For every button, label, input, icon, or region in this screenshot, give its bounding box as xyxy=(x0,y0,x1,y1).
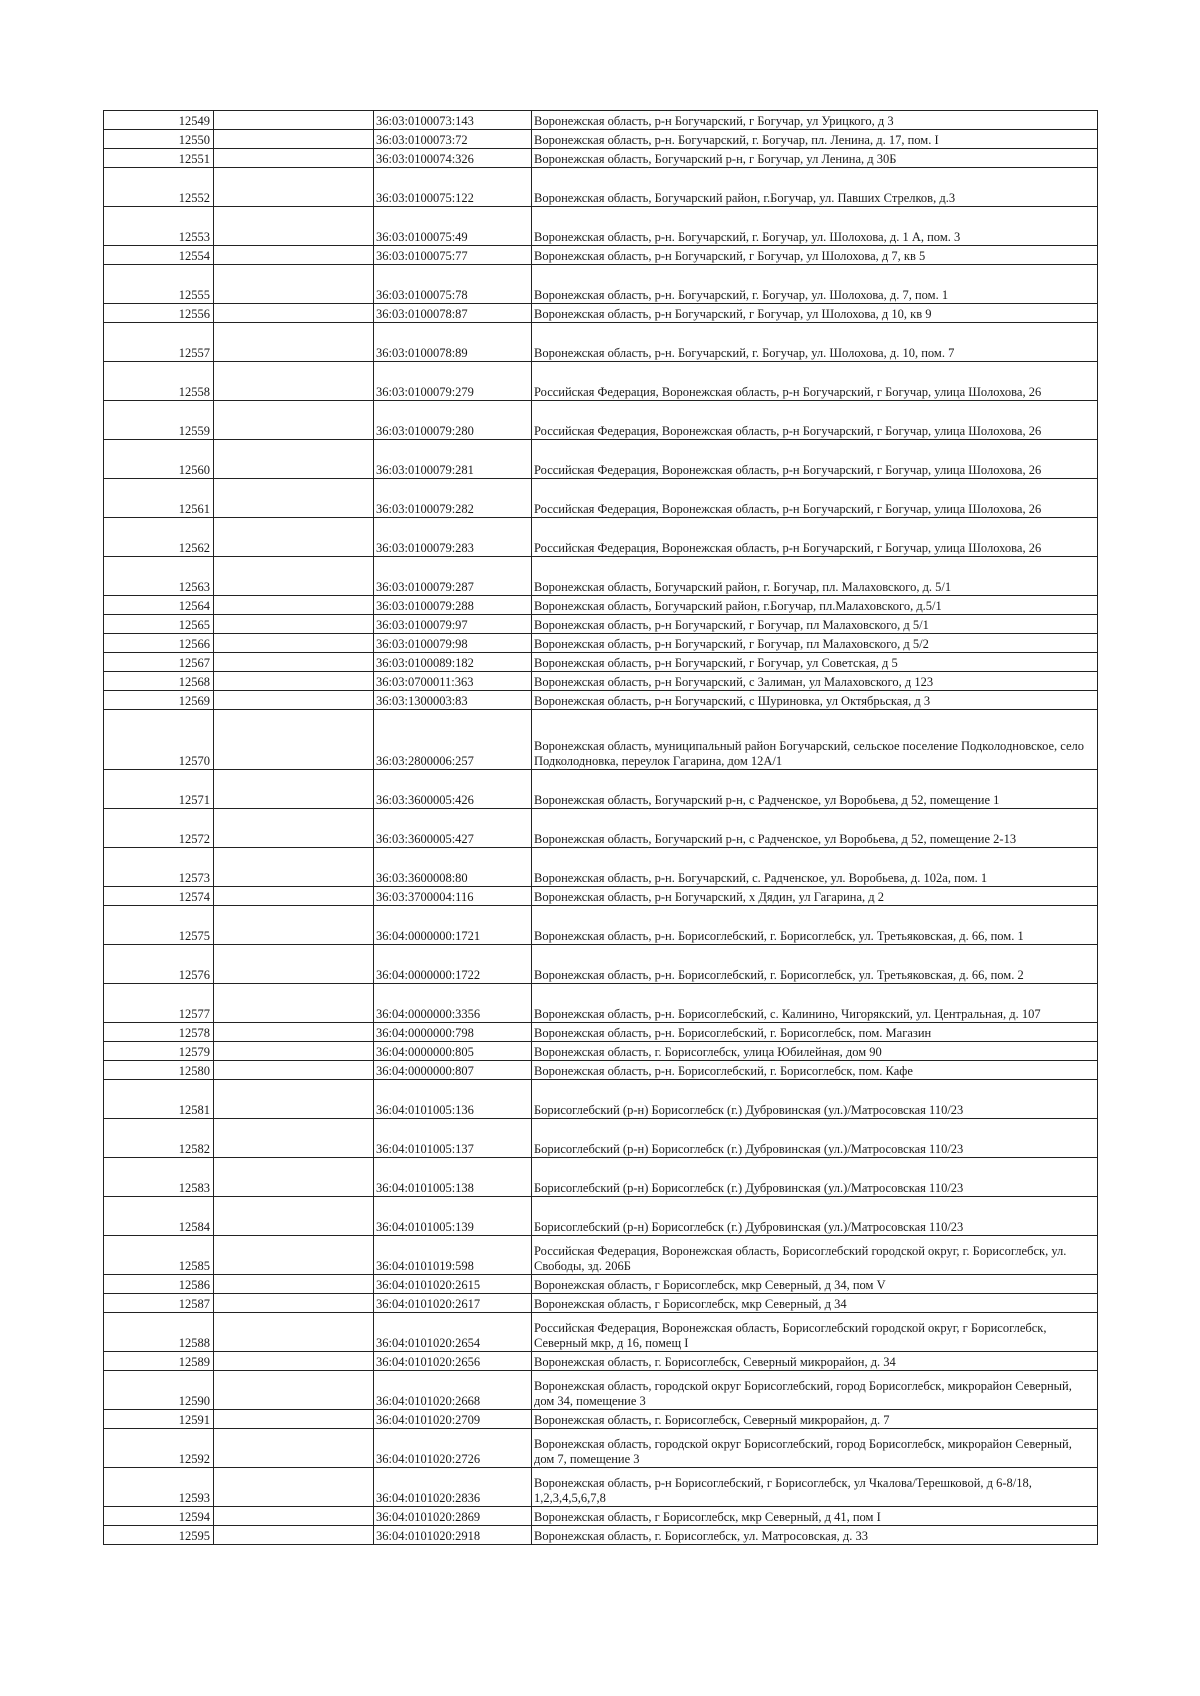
address-cell: Борисоглебский (р-н) Борисоглебск (г.) Дубровинская (ул.)/Матросовская 110/23 xyxy=(532,1080,1098,1119)
empty-cell xyxy=(214,1023,374,1042)
cadastral-number-cell: 36:03:0100075:49 xyxy=(374,207,532,246)
row-number-cell: 12575 xyxy=(104,906,214,945)
address-cell: Воронежская область, р-н Богучарский, г Богучар, пл Малаховского, д 5/2 xyxy=(532,634,1098,653)
cadastral-number-cell: 36:03:0100079:281 xyxy=(374,440,532,479)
table-row xyxy=(104,246,1098,265)
empty-cell xyxy=(214,809,374,848)
table-row xyxy=(104,1158,1098,1197)
address-cell: Борисоглебский (р-н) Борисоглебск (г.) Дубровинская (ул.)/Матросовская 110/23 xyxy=(532,1197,1098,1236)
empty-cell xyxy=(214,557,374,596)
row-number-cell: 12570 xyxy=(104,710,214,770)
row-number-cell: 12581 xyxy=(104,1080,214,1119)
empty-cell xyxy=(214,1294,374,1313)
row-number-cell: 12565 xyxy=(104,615,214,634)
empty-cell xyxy=(214,246,374,265)
row-number-cell: 12579 xyxy=(104,1042,214,1061)
table-row xyxy=(104,1507,1098,1526)
row-number-cell: 12574 xyxy=(104,887,214,906)
row-number-cell: 12562 xyxy=(104,518,214,557)
address-cell: Воронежская область, г. Борисоглебск, улица Юбилейная, дом 90 xyxy=(532,1042,1098,1061)
table-row xyxy=(104,945,1098,984)
address-cell: Российская Федерация, Воронежская область, Борисоглебский городской округ, г. Борисоглебск, ул. Свободы, зд. 206Б xyxy=(532,1236,1098,1275)
address-cell: Воронежская область, Богучарский р-н, с Радченское, ул Воробьева, д 52, помещение 2-13 xyxy=(532,809,1098,848)
table-row xyxy=(104,557,1098,596)
address-cell: Воронежская область, муниципальный район Богучарский, сельское поселение Подколодновское, село Подколодновка, переулок Гагарина, дом 12А/1 xyxy=(532,710,1098,770)
empty-cell xyxy=(214,1371,374,1410)
empty-cell xyxy=(214,323,374,362)
row-number-cell: 12573 xyxy=(104,848,214,887)
row-number-cell: 12584 xyxy=(104,1197,214,1236)
cadastral-number-cell: 36:03:0700011:363 xyxy=(374,672,532,691)
cadastral-number-cell: 36:03:0100075:77 xyxy=(374,246,532,265)
row-number-cell: 12582 xyxy=(104,1119,214,1158)
table-row xyxy=(104,1061,1098,1080)
row-number-cell: 12566 xyxy=(104,634,214,653)
empty-cell xyxy=(214,634,374,653)
table-row xyxy=(104,207,1098,246)
table-row xyxy=(104,1023,1098,1042)
empty-cell xyxy=(214,1352,374,1371)
address-cell: Российская Федерация, Воронежская область, р-н Богучарский, г Богучар, улица Шолохова, 26 xyxy=(532,401,1098,440)
cadastral-number-cell: 36:03:0100074:326 xyxy=(374,149,532,168)
row-number-cell: 12560 xyxy=(104,440,214,479)
row-number-cell: 12564 xyxy=(104,596,214,615)
table-row xyxy=(104,1080,1098,1119)
empty-cell xyxy=(214,265,374,304)
table-row xyxy=(104,401,1098,440)
empty-cell xyxy=(214,111,374,130)
cadastral-number-cell: 36:04:0101020:2869 xyxy=(374,1507,532,1526)
cadastral-number-cell: 36:04:0000000:807 xyxy=(374,1061,532,1080)
table-row xyxy=(104,906,1098,945)
cadastral-number-cell: 36:03:3600005:426 xyxy=(374,770,532,809)
address-cell: Воронежская область, городской округ Борисоглебский, город Борисоглебск, микрорайон Северный, дом 7, помещение 3 xyxy=(532,1429,1098,1468)
cadastral-number-cell: 36:04:0101005:137 xyxy=(374,1119,532,1158)
empty-cell xyxy=(214,1313,374,1352)
empty-cell xyxy=(214,1197,374,1236)
empty-cell xyxy=(214,168,374,207)
table-row xyxy=(104,130,1098,149)
empty-cell xyxy=(214,984,374,1023)
row-number-cell: 12580 xyxy=(104,1061,214,1080)
empty-cell xyxy=(214,1061,374,1080)
row-number-cell: 12589 xyxy=(104,1352,214,1371)
address-cell: Воронежская область, р-н. Богучарский, г. Богучар, ул. Шолохова, д. 1 А, пом. 3 xyxy=(532,207,1098,246)
cadastral-number-cell: 36:04:0101020:2615 xyxy=(374,1275,532,1294)
table-row xyxy=(104,653,1098,672)
empty-cell xyxy=(214,1410,374,1429)
row-number-cell: 12550 xyxy=(104,130,214,149)
table-row xyxy=(104,672,1098,691)
row-number-cell: 12592 xyxy=(104,1429,214,1468)
address-cell: Воронежская область, Богучарский р-н, г Богучар, ул Ленина, д 30Б xyxy=(532,149,1098,168)
empty-cell xyxy=(214,304,374,323)
table-row xyxy=(104,304,1098,323)
address-cell: Воронежская область, р-н. Богучарский, г. Богучар, ул. Шолохова, д. 10, пом. 7 xyxy=(532,323,1098,362)
cadastral-number-cell: 36:04:0101020:2918 xyxy=(374,1526,532,1545)
cadastral-number-cell: 36:03:0100075:122 xyxy=(374,168,532,207)
table-row xyxy=(104,1429,1098,1468)
empty-cell xyxy=(214,1429,374,1468)
row-number-cell: 12556 xyxy=(104,304,214,323)
address-cell: Воронежская область, р-н. Борисоглебский, г. Борисоглебск, ул. Третьяковская, д. 66, пом. 2 xyxy=(532,945,1098,984)
cadastral-number-cell: 36:03:0100073:143 xyxy=(374,111,532,130)
row-number-cell: 12594 xyxy=(104,1507,214,1526)
address-cell: Воронежская область, р-н Богучарский, г Богучар, ул Урицкого, д 3 xyxy=(532,111,1098,130)
address-cell: Воронежская область, р-н Богучарский, с Шуриновка, ул Октябрьская, д 3 xyxy=(532,691,1098,710)
table-row xyxy=(104,634,1098,653)
address-cell: Российская Федерация, Воронежская область, р-н Богучарский, г Богучар, улица Шолохова, 26 xyxy=(532,362,1098,401)
empty-cell xyxy=(214,906,374,945)
registry-table xyxy=(103,110,1098,1545)
row-number-cell: 12552 xyxy=(104,168,214,207)
empty-cell xyxy=(214,1275,374,1294)
row-number-cell: 12553 xyxy=(104,207,214,246)
row-number-cell: 12551 xyxy=(104,149,214,168)
cadastral-number-cell: 36:04:0000000:798 xyxy=(374,1023,532,1042)
empty-cell xyxy=(214,653,374,672)
cadastral-number-cell: 36:03:0100079:97 xyxy=(374,615,532,634)
row-number-cell: 12555 xyxy=(104,265,214,304)
cadastral-number-cell: 36:04:0000000:1722 xyxy=(374,945,532,984)
address-cell: Воронежская область, р-н. Борисоглебский, г. Борисоглебск, ул. Третьяковская, д. 66, пом. 1 xyxy=(532,906,1098,945)
address-cell: Воронежская область, городской округ Борисоглебский, город Борисоглебск, микрорайон Северный, дом 34, помещение 3 xyxy=(532,1371,1098,1410)
address-cell: Воронежская область, р-н Борисоглебский, г Борисоглебск, ул Чкалова/Терешковой, д 6-8/18, 1,2,3,4,5,6,7,8 xyxy=(532,1468,1098,1507)
table-row xyxy=(104,1371,1098,1410)
table-row xyxy=(104,1119,1098,1158)
table-row xyxy=(104,770,1098,809)
empty-cell xyxy=(214,691,374,710)
address-cell: Российская Федерация, Воронежская область, р-н Богучарский, г Богучар, улица Шолохова, 26 xyxy=(532,479,1098,518)
address-cell: Воронежская область, р-н Богучарский, г Богучар, пл Малаховского, д 5/1 xyxy=(532,615,1098,634)
empty-cell xyxy=(214,401,374,440)
cadastral-number-cell: 36:03:0100079:288 xyxy=(374,596,532,615)
table-row xyxy=(104,887,1098,906)
row-number-cell: 12586 xyxy=(104,1275,214,1294)
cadastral-number-cell: 36:04:0101019:598 xyxy=(374,1236,532,1275)
table-row xyxy=(104,691,1098,710)
row-number-cell: 12549 xyxy=(104,111,214,130)
empty-cell xyxy=(214,1526,374,1545)
cadastral-number-cell: 36:04:0101020:2709 xyxy=(374,1410,532,1429)
empty-cell xyxy=(214,479,374,518)
address-cell: Воронежская область, р-н. Богучарский, г. Богучар, ул. Шолохова, д. 7, пом. 1 xyxy=(532,265,1098,304)
empty-cell xyxy=(214,362,374,401)
table-row xyxy=(104,168,1098,207)
empty-cell xyxy=(214,207,374,246)
row-number-cell: 12563 xyxy=(104,557,214,596)
empty-cell xyxy=(214,596,374,615)
cadastral-number-cell: 36:04:0101005:139 xyxy=(374,1197,532,1236)
table-row xyxy=(104,149,1098,168)
table-row xyxy=(104,362,1098,401)
table-row xyxy=(104,1352,1098,1371)
table-row xyxy=(104,1197,1098,1236)
row-number-cell: 12568 xyxy=(104,672,214,691)
address-cell: Российская Федерация, Воронежская область, р-н Богучарский, г Богучар, улица Шолохова, 26 xyxy=(532,518,1098,557)
empty-cell xyxy=(214,848,374,887)
cadastral-number-cell: 36:03:0100079:280 xyxy=(374,401,532,440)
address-cell: Воронежская область, р-н. Богучарский, г. Богучар, пл. Ленина, д. 17, пом. I xyxy=(532,130,1098,149)
table-row xyxy=(104,1042,1098,1061)
empty-cell xyxy=(214,1042,374,1061)
row-number-cell: 12578 xyxy=(104,1023,214,1042)
registry-table-body xyxy=(104,111,1098,1545)
row-number-cell: 12567 xyxy=(104,653,214,672)
address-cell: Воронежская область, г. Борисоглебск, Северный микрорайон, д. 34 xyxy=(532,1352,1098,1371)
empty-cell xyxy=(214,887,374,906)
address-cell: Воронежская область, р-н Богучарский, г Богучар, ул Шолохова, д 10, кв 9 xyxy=(532,304,1098,323)
cadastral-number-cell: 36:03:0100078:87 xyxy=(374,304,532,323)
address-cell: Воронежская область, г Борисоглебск, мкр Северный, д 34 xyxy=(532,1294,1098,1313)
address-cell: Борисоглебский (р-н) Борисоглебск (г.) Дубровинская (ул.)/Матросовская 110/23 xyxy=(532,1158,1098,1197)
empty-cell xyxy=(214,1507,374,1526)
address-cell: Воронежская область, Богучарский район, г.Богучар, ул. Павших Стрелков, д.3 xyxy=(532,168,1098,207)
empty-cell xyxy=(214,518,374,557)
row-number-cell: 12591 xyxy=(104,1410,214,1429)
row-number-cell: 12569 xyxy=(104,691,214,710)
row-number-cell: 12571 xyxy=(104,770,214,809)
cadastral-number-cell: 36:03:3600008:80 xyxy=(374,848,532,887)
cadastral-number-cell: 36:04:0101020:2617 xyxy=(374,1294,532,1313)
cadastral-number-cell: 36:03:0100079:279 xyxy=(374,362,532,401)
table-row xyxy=(104,710,1098,770)
cadastral-number-cell: 36:04:0000000:1721 xyxy=(374,906,532,945)
address-cell: Воронежская область, р-н. Богучарский, с. Радченское, ул. Воробьева, д. 102а, пом. 1 xyxy=(532,848,1098,887)
cadastral-number-cell: 36:03:2800006:257 xyxy=(374,710,532,770)
row-number-cell: 12593 xyxy=(104,1468,214,1507)
empty-cell xyxy=(214,130,374,149)
table-row xyxy=(104,265,1098,304)
row-number-cell: 12561 xyxy=(104,479,214,518)
table-row xyxy=(104,615,1098,634)
empty-cell xyxy=(214,1468,374,1507)
cadastral-number-cell: 36:03:0100079:287 xyxy=(374,557,532,596)
address-cell: Воронежская область, г Борисоглебск, мкр Северный, д 41, пом I xyxy=(532,1507,1098,1526)
table-row xyxy=(104,111,1098,130)
row-number-cell: 12595 xyxy=(104,1526,214,1545)
cadastral-number-cell: 36:03:0100079:282 xyxy=(374,479,532,518)
table-row xyxy=(104,518,1098,557)
table-row xyxy=(104,984,1098,1023)
cadastral-number-cell: 36:04:0000000:3356 xyxy=(374,984,532,1023)
empty-cell xyxy=(214,672,374,691)
row-number-cell: 12590 xyxy=(104,1371,214,1410)
cadastral-number-cell: 36:04:0101005:136 xyxy=(374,1080,532,1119)
cadastral-number-cell: 36:04:0101005:138 xyxy=(374,1158,532,1197)
cadastral-number-cell: 36:03:1300003:83 xyxy=(374,691,532,710)
row-number-cell: 12576 xyxy=(104,945,214,984)
row-number-cell: 12557 xyxy=(104,323,214,362)
row-number-cell: 12587 xyxy=(104,1294,214,1313)
empty-cell xyxy=(214,1080,374,1119)
table-row xyxy=(104,323,1098,362)
address-cell: Воронежская область, р-н Богучарский, х Дядин, ул Гагарина, д 2 xyxy=(532,887,1098,906)
cadastral-number-cell: 36:03:0100075:78 xyxy=(374,265,532,304)
address-cell: Воронежская область, г Борисоглебск, мкр Северный, д 34, пом V xyxy=(532,1275,1098,1294)
row-number-cell: 12588 xyxy=(104,1313,214,1352)
cadastral-number-cell: 36:03:0100073:72 xyxy=(374,130,532,149)
row-number-cell: 12585 xyxy=(104,1236,214,1275)
empty-cell xyxy=(214,1119,374,1158)
row-number-cell: 12558 xyxy=(104,362,214,401)
cadastral-number-cell: 36:03:3600005:427 xyxy=(374,809,532,848)
row-number-cell: 12559 xyxy=(104,401,214,440)
table-row xyxy=(104,1275,1098,1294)
empty-cell xyxy=(214,1236,374,1275)
cadastral-number-cell: 36:03:0100078:89 xyxy=(374,323,532,362)
empty-cell xyxy=(214,149,374,168)
cadastral-number-cell: 36:04:0101020:2726 xyxy=(374,1429,532,1468)
address-cell: Воронежская область, Богучарский район, г.Богучар, пл.Малаховского, д.5/1 xyxy=(532,596,1098,615)
cadastral-number-cell: 36:04:0101020:2668 xyxy=(374,1371,532,1410)
cadastral-number-cell: 36:04:0101020:2836 xyxy=(374,1468,532,1507)
empty-cell xyxy=(214,710,374,770)
table-row xyxy=(104,1468,1098,1507)
address-cell: Воронежская область, р-н Богучарский, г Богучар, ул Шолохова, д 7, кв 5 xyxy=(532,246,1098,265)
table-row xyxy=(104,1313,1098,1352)
row-number-cell: 12572 xyxy=(104,809,214,848)
address-cell: Воронежская область, р-н. Борисоглебский, г. Борисоглебск, пом. Магазин xyxy=(532,1023,1098,1042)
address-cell: Воронежская область, р-н. Борисоглебский, г. Борисоглебск, пом. Кафе xyxy=(532,1061,1098,1080)
empty-cell xyxy=(214,1158,374,1197)
empty-cell xyxy=(214,945,374,984)
table-row xyxy=(104,1526,1098,1545)
address-cell: Российская Федерация, Воронежская область, р-н Богучарский, г Богучар, улица Шолохова, 26 xyxy=(532,440,1098,479)
address-cell: Воронежская область, р-н Богучарский, г Богучар, ул Советская, д 5 xyxy=(532,653,1098,672)
row-number-cell: 12577 xyxy=(104,984,214,1023)
cadastral-number-cell: 36:03:0100079:98 xyxy=(374,634,532,653)
table-row xyxy=(104,596,1098,615)
table-row xyxy=(104,1294,1098,1313)
empty-cell xyxy=(214,615,374,634)
table-row xyxy=(104,848,1098,887)
address-cell: Воронежская область, р-н Богучарский, с Залиман, ул Малаховского, д 123 xyxy=(532,672,1098,691)
table-row xyxy=(104,809,1098,848)
table-row xyxy=(104,1236,1098,1275)
empty-cell xyxy=(214,770,374,809)
cadastral-number-cell: 36:03:0100089:182 xyxy=(374,653,532,672)
table-row xyxy=(104,479,1098,518)
cadastral-number-cell: 36:04:0101020:2654 xyxy=(374,1313,532,1352)
address-cell: Воронежская область, Богучарский район, г. Богучар, пл. Малаховского, д. 5/1 xyxy=(532,557,1098,596)
address-cell: Борисоглебский (р-н) Борисоглебск (г.) Дубровинская (ул.)/Матросовская 110/23 xyxy=(532,1119,1098,1158)
empty-cell xyxy=(214,440,374,479)
address-cell: Воронежская область, р-н. Борисоглебский, с. Калинино, Чигорякский, ул. Центральная, д. 107 xyxy=(532,984,1098,1023)
cadastral-number-cell: 36:04:0101020:2656 xyxy=(374,1352,532,1371)
table-row xyxy=(104,1410,1098,1429)
cadastral-number-cell: 36:03:0100079:283 xyxy=(374,518,532,557)
row-number-cell: 12583 xyxy=(104,1158,214,1197)
cadastral-number-cell: 36:03:3700004:116 xyxy=(374,887,532,906)
table-row xyxy=(104,440,1098,479)
row-number-cell: 12554 xyxy=(104,246,214,265)
cadastral-number-cell: 36:04:0000000:805 xyxy=(374,1042,532,1061)
address-cell: Воронежская область, Богучарский р-н, с Радченское, ул Воробьева, д 52, помещение 1 xyxy=(532,770,1098,809)
address-cell: Воронежская область, г. Борисоглебск, ул. Матросовская, д. 33 xyxy=(532,1526,1098,1545)
address-cell: Российская Федерация, Воронежская область, Борисоглебский городской округ, г Борисоглебск, Северный мкр, д 16, помещ I xyxy=(532,1313,1098,1352)
address-cell: Воронежская область, г. Борисоглебск, Северный микрорайон, д. 7 xyxy=(532,1410,1098,1429)
